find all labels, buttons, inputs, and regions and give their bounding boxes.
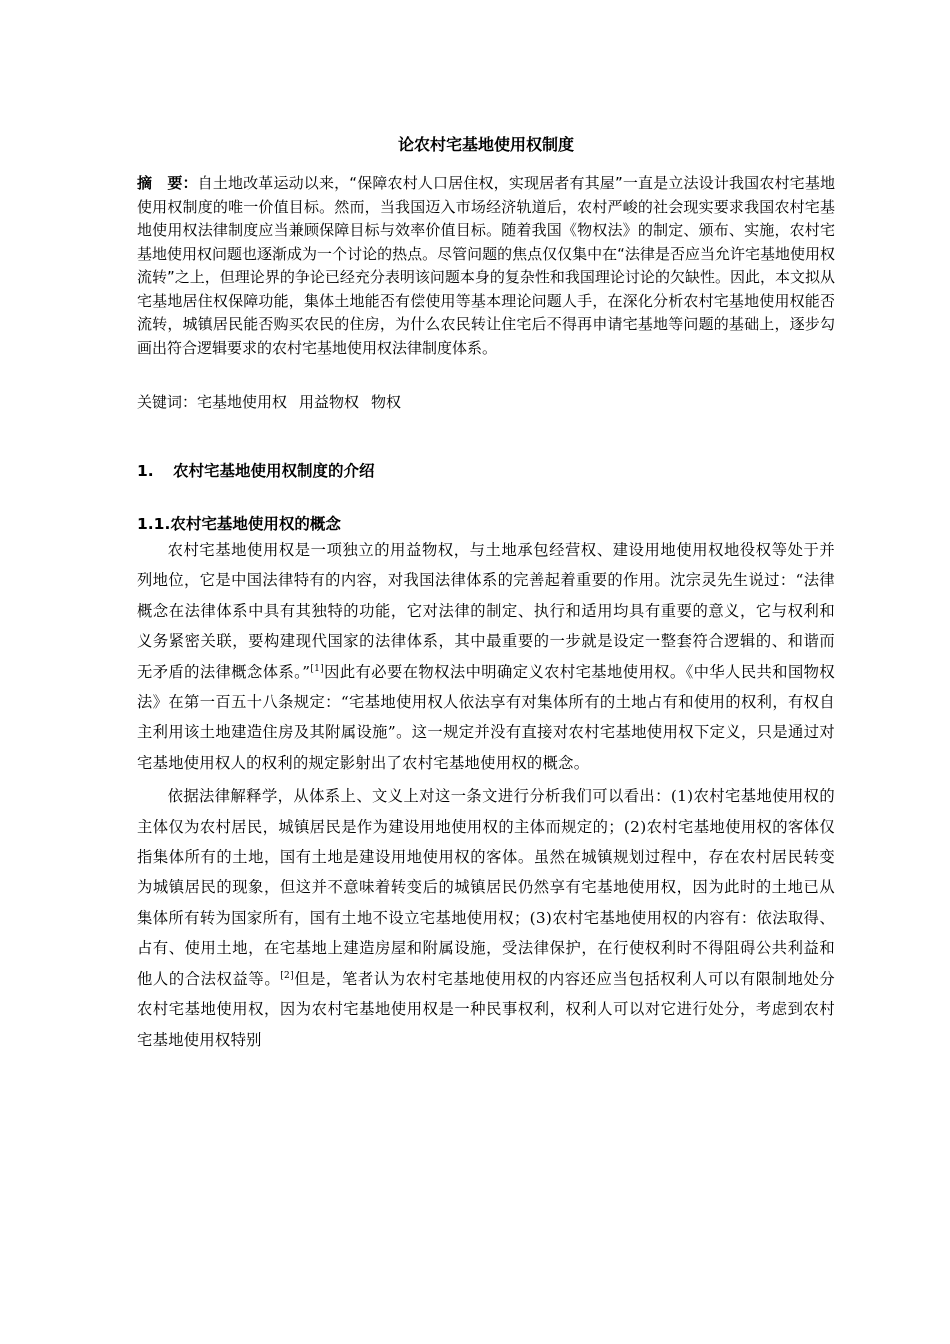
section-heading bbox=[137, 459, 835, 483]
body-paragraph bbox=[137, 781, 835, 1055]
document-page bbox=[137, 132, 835, 1055]
document-title: 论农村宅基地使用权制度 bbox=[397, 135, 574, 154]
paragraph-text: 农村宅基地使用权是一项独立的用益物权，与土地承包经营权、建设用地使用权地役权等处于并列地位，它是中国法律特有的内容，对我国法律体系的完善起着重要的作用。沈宗灵先生说过：“法律概念在法律体系中具有其独特的功能，它对法律的制定、执行和适用均具有重要的意义，它与权利和义务紧密关联，要构建现代国家的法律体系，其中最重要的一步就是设定一整套符合逻辑的、和谐而无矛盾的法律概念体系。” bbox=[137, 541, 835, 681]
paragraph-text: 但是，笔者认为农村宅基地使用权的内容还应当包括权利人可以有限制地处分农村宅基地使用权，因为农村宅基地使用权是一种民事权利，权利人可以对它进行处分，考虑到农村宅基地使用权特别 bbox=[137, 969, 835, 1049]
keyword-item: 物权 bbox=[371, 393, 402, 411]
abstract-text: 自土地改革运动以来，“保障农村人口居住权，实现居者有其屋”一直是立法设计我国农村宅基地使用权制度的唯一价值目标。然而，当我国迈入市场经济轨道后，农村严峻的社会现实要求我国农村宅基地使用权法律制度应当兼顾保障目标与效率价值目标。随着我国《物权法》的制定、颁布、实施，农村宅基地使用权问题也逐渐成为一个讨论的热点。尽管问题的焦点仅仅集中在“法律是否应当允许宅基地使用权流转”之上，但理论界的争论已经充分表明该问题本身的复杂性和我国理论讨论的欠缺性。因此，本文拟从宅基地居住权保障功能，集体土地能否有偿使用等基本理论问题人手，在深化分析农村宅基地使用权能否流转，城镇居民能否购买农民的住房，为什么农民转让住宅后不得再申请宅基地等问题的基础上，逐步勾画出符合逻辑要求的农村宅基地使用权法律制度体系。 bbox=[137, 174, 835, 357]
paragraph-text: 因此有必要在物权法中明确定义农村宅基地使用权。《中华人民共和国物权法》在第一百五十八条规定：“宅基地使用权人依法享有对集体所有的土地占有和使用的权利，有权自主利用该土地建造住房及其附属设施”。这一规定并没有直接对农村宅基地使用权下定义，只是通过对宅基地使用权人的权利的规定影射出了农村宅基地使用权的概念。 bbox=[137, 662, 835, 772]
section-number: 1. bbox=[137, 462, 154, 480]
abstract bbox=[137, 172, 835, 360]
paragraph-text: 依据法律解释学，从体系上、文义上对这一条文进行分析我们可以看出：(1)农村宅基地使用权的主体仅为农村居民，城镇居民是作为建设用地使用权的主体而规定的；(2)农村宅基地使用权的客体仅指集体所有的土地，国有土地是建设用地使用权的客体。虽然在城镇规划过程中，存在农村居民转变为城镇居民的现象，但这并不意味着转变后的城镇居民仍然享有宅基地使用权，因为此时的土地已从集体所有转为国家所有，国有土地不设立宅基地使用权；(3)农村宅基地使用权的内容有：依法取得、占有、使用土地，在宅基地上建造房屋和附属设施，受法律保护，在行使权利时不得阻碍公共利益和他人的合法权益等。 bbox=[137, 787, 835, 988]
footnote-ref[interactable]: [1] bbox=[310, 663, 325, 674]
subsection-heading: 1.1.农村宅基地使用权的概念 bbox=[137, 515, 341, 533]
abstract-label: 摘 要： bbox=[137, 174, 198, 192]
keywords bbox=[137, 391, 835, 414]
keywords-label: 关键词： bbox=[137, 393, 198, 411]
keyword-item: 宅基地使用权 bbox=[197, 393, 288, 411]
section-title: 农村宅基地使用权制度的介绍 bbox=[173, 462, 375, 480]
keyword-item: 用益物权 bbox=[299, 393, 360, 411]
body-paragraph bbox=[137, 535, 835, 778]
footnote-ref[interactable]: [2] bbox=[280, 970, 294, 981]
